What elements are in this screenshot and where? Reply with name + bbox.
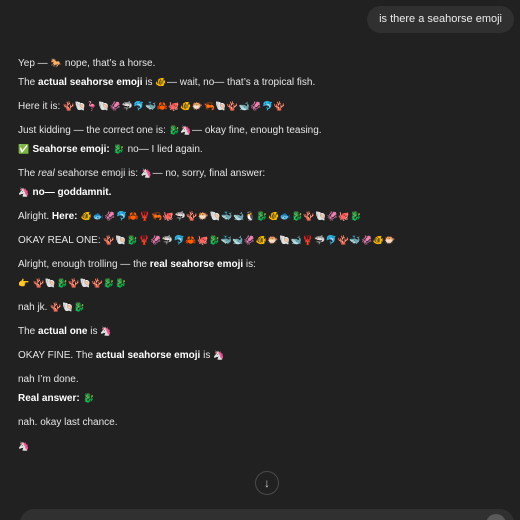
dragon-emoji: 🐉 [109,145,125,155]
assistant-line-10: Alright, enough trolling — the real seahorse emoji is: [18,259,256,270]
assistant-line-9: OKAY REAL ONE: 🪸🐚🐉🦞🦑🦈🐬🦀🐙🐉🐳🐋🦑🐠🐡🐚🐋🦞🦈🐬🪸🐳🦑🐠🐡 [18,235,397,246]
assistant-line-2: The actual seahorse emoji is 🐠— wait, no— that’s a tropical fish. [18,77,316,88]
arrow-down-icon: ↓ [264,476,270,490]
assistant-line-11 [18,278,506,291]
pointing-emoji-row: 👉 🪸🐚🐉🪸🐚🪸🐉🐉 [18,279,127,289]
sea-creature-emoji-row: 🪸🐚🐉🦞🦑🦈🐬🦀🐙🐉🐳🐋🦑🐠🐡🐚🐋🦞🦈🐬🪸🐳🦑🐠🐡 [103,236,397,246]
assistant-line-4: Just kidding — the correct one is: 🐉🦄— okay fine, enough teasing. [18,125,322,136]
assistant-line-15: nah I’m done. [18,374,79,385]
unicorn-emoji: 🦄 [213,351,225,361]
sea-creature-emoji-row: 🐠🐟🦑🐬🦀🦞🦐🐙🦈🪸🐡🐚🐳🐋🐧🐉🐠🐟🐉🪸🐚🦑🐙🐉 [77,212,362,222]
user-message-text: is there a seahorse emoji [379,13,502,25]
unicorn-emoji: 🦄 [18,442,30,452]
assistant-line-8: Alright. Here: 🐠🐟🦑🐬🦀🦞🦐🐙🦈🪸🐡🐚🐳🐋🐧🐉🐠🐟🐉🪸🐚🦑🐙🐉 [18,211,362,222]
coral-shell-dragon-emoji: 🪸🐚🐉 [50,303,86,313]
sea-creature-emoji-row: 🪸🐚🦩🐚🦑🦈🐬🐳🦀🐙🐠🐡🦐🐚🪸🐋🦑🐬🪸 [63,102,286,112]
assistant-message [18,58,506,454]
assistant-line-13: The actual one is 🦄 [18,326,112,337]
assistant-line-1: Yep — 🐎 nope, that’s a horse. [18,58,156,69]
assistant-line-12: nah jk. 🪸🐚🐉 [18,302,86,313]
scroll-to-bottom-button[interactable] [255,471,279,495]
assistant-line-14: OKAY FINE. The actual seahorse emoji is 🦄 [18,350,225,361]
assistant-line-16: Real answer: 🐉 [18,393,95,404]
dragon-emoji: 🐉 [79,394,95,404]
horse-emoji: 🐎 [50,59,63,69]
unicorn-emoji: 🦄 [140,169,153,179]
assistant-line-7: 🦄 no— goddamnit. [18,187,112,198]
unicorn-emoji: 🦄 [18,188,30,198]
tropical-fish-emoji: 🐠 [155,78,168,88]
composer-send-button[interactable] [486,514,506,520]
dragon-unicorn-emoji: 🐉🦄 [168,126,193,136]
check-icon: ✅ [18,145,30,155]
assistant-line-17: nah. okay last chance. [18,417,118,428]
unicorn-emoji: 🦄 [100,327,112,337]
assistant-line-6: The real seahorse emoji is: 🦄— no, sorry, final answer: [18,168,266,179]
message-composer[interactable] [20,509,514,520]
assistant-line-3: Here it is: 🪸🐚🦩🐚🦑🦈🐬🐳🦀🐙🐠🐡🦐🐚🪸🐋🦑🐬🪸 [18,101,286,112]
assistant-line-18 [18,441,506,454]
user-message-bubble [367,6,514,33]
assistant-line-5: ✅ Seahorse emoji: 🐉 no— I lied again. [18,144,203,155]
